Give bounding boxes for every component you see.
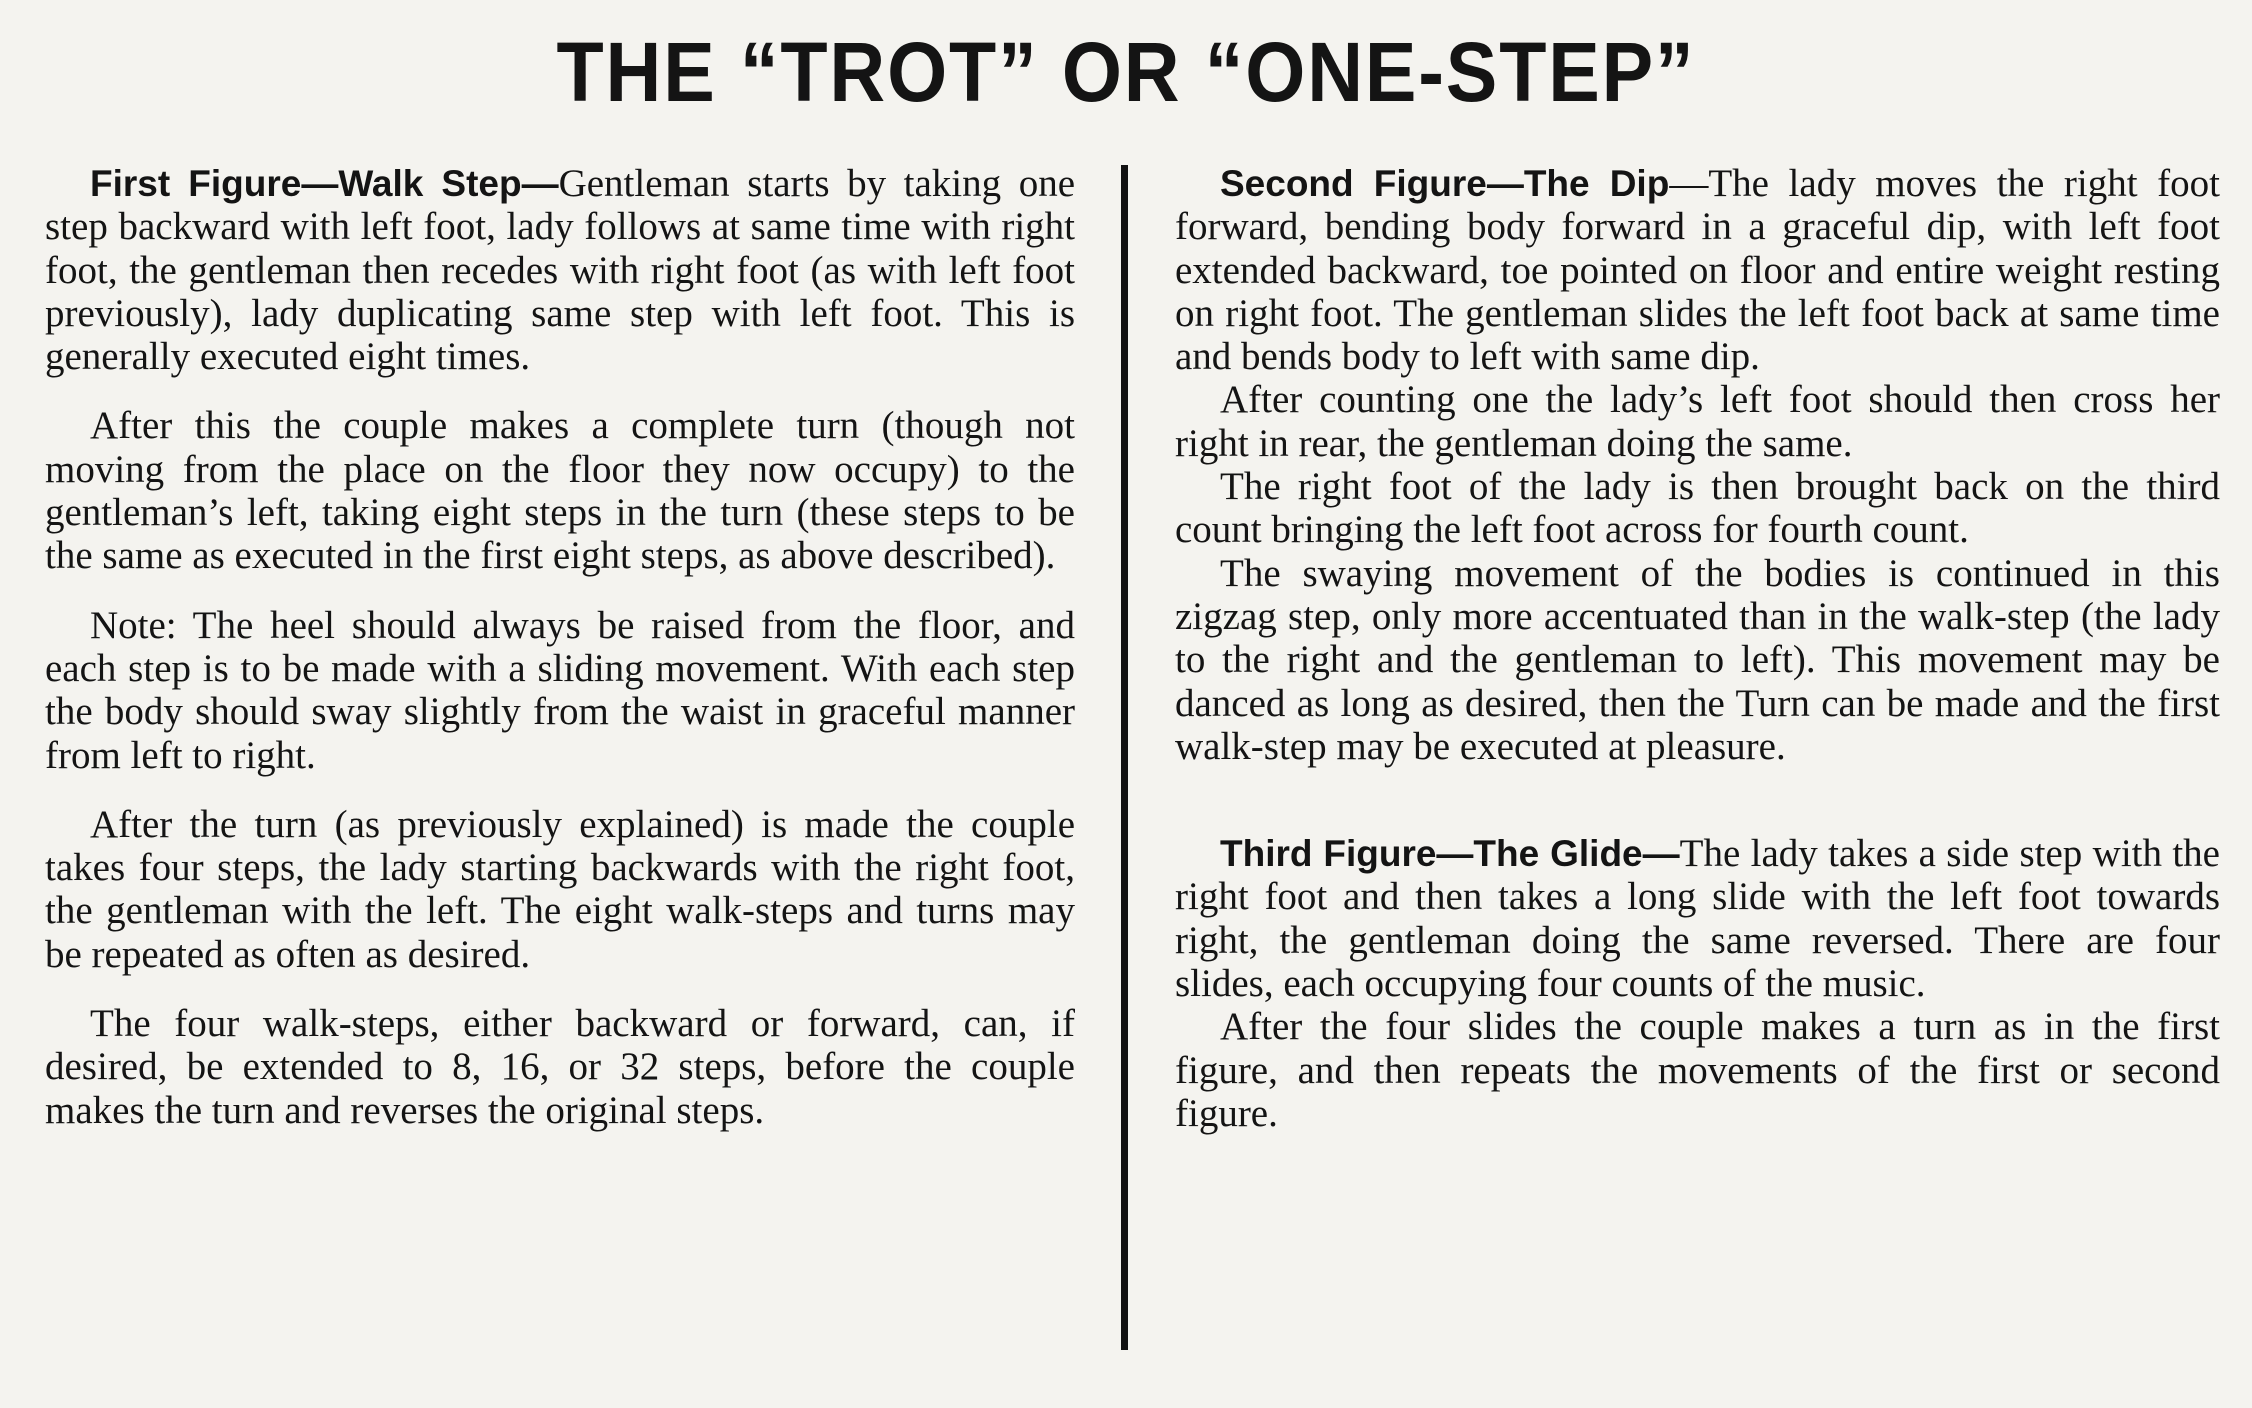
third-figure-text: The lady takes a side step with the right foot and then takes a long slide with the left foot towards right, the gentleman doing the same reversed. There are four slides, each occupying four counts of the music. xyxy=(1175,832,2220,1006)
paragraph-note: Note: The heel should always be raised from the floor, and each step is to be made with a sliding movement. With each step the body should sway slightly from the waist in graceful manner from left to right. xyxy=(45,603,1075,777)
column-divider xyxy=(1121,165,1128,1350)
second-figure-text: —The lady moves the right foot forward, bending body forward in a graceful dip, with left foot extended backward, toe pointed on floor and entire weight resting on right foot. The gentleman slides the left foot back at same time and bends body to left with same dip. xyxy=(1175,162,2221,379)
paragraph-third-figure xyxy=(1175,832,2220,1005)
left-column xyxy=(45,162,1075,1132)
first-figure-text: Gentleman starts by taking one step backward with left foot, lady follows at same time with right foot, the gentleman then recedes with right foot (as with left foot previously), lady duplicating same step with left foot. This is generally executed eight times. xyxy=(45,162,1076,379)
paragraph-first-figure xyxy=(45,162,1075,378)
page-title: THE “TROT” OR “ONE-STEP” xyxy=(556,25,1696,119)
paragraph-after-slides: After the four slides the couple makes a turn as in the first figure, and then repeats the movements of the first or second figure. xyxy=(1175,1005,2220,1135)
paragraph-turn: After this the couple makes a complete turn (though not moving from the place on the floor they now occupy) to the gentleman’s left, taking eight steps in the turn (these steps to be the same as executed in the first eight steps, as above described). xyxy=(45,404,1075,578)
first-figure-heading: First Figure—Walk Step— xyxy=(90,163,559,204)
paragraph-extension: The four walk-steps, either backward or forward, can, if desired, be extended to 8, 16, or 32 steps, before the couple makes the turn and reverses the original steps. xyxy=(45,1002,1075,1132)
paragraph-after-turn: After the turn (as previously explained) is made the couple takes four steps, the lady starting backwards with the right foot, the gentleman with the left. The eight walk-steps and turns may be repeated as often as desired. xyxy=(45,802,1075,976)
paragraph-third-count: The right foot of the lady is then brought back on the third count bringing the left foot across for fourth count. xyxy=(1175,465,2220,552)
paragraph-second-figure xyxy=(1175,162,2220,378)
paragraph-counting-one: After counting one the lady’s left foot should then cross her right in rear, the gentleman doing the same. xyxy=(1175,378,2220,465)
paragraph-swaying: The swaying movement of the bodies is continued in this zigzag step, only more accentuated than in the walk-step (the lady to the right and the gentleman to left). This movement may be danced as long as desired, then the Turn can be made and the first walk-step may be executed at pleasure. xyxy=(1175,551,2220,768)
second-figure-heading: Second Figure—The Dip xyxy=(1220,163,1670,204)
right-column xyxy=(1175,162,2220,1135)
third-figure-heading: Third Figure—The Glide— xyxy=(1220,833,1680,875)
